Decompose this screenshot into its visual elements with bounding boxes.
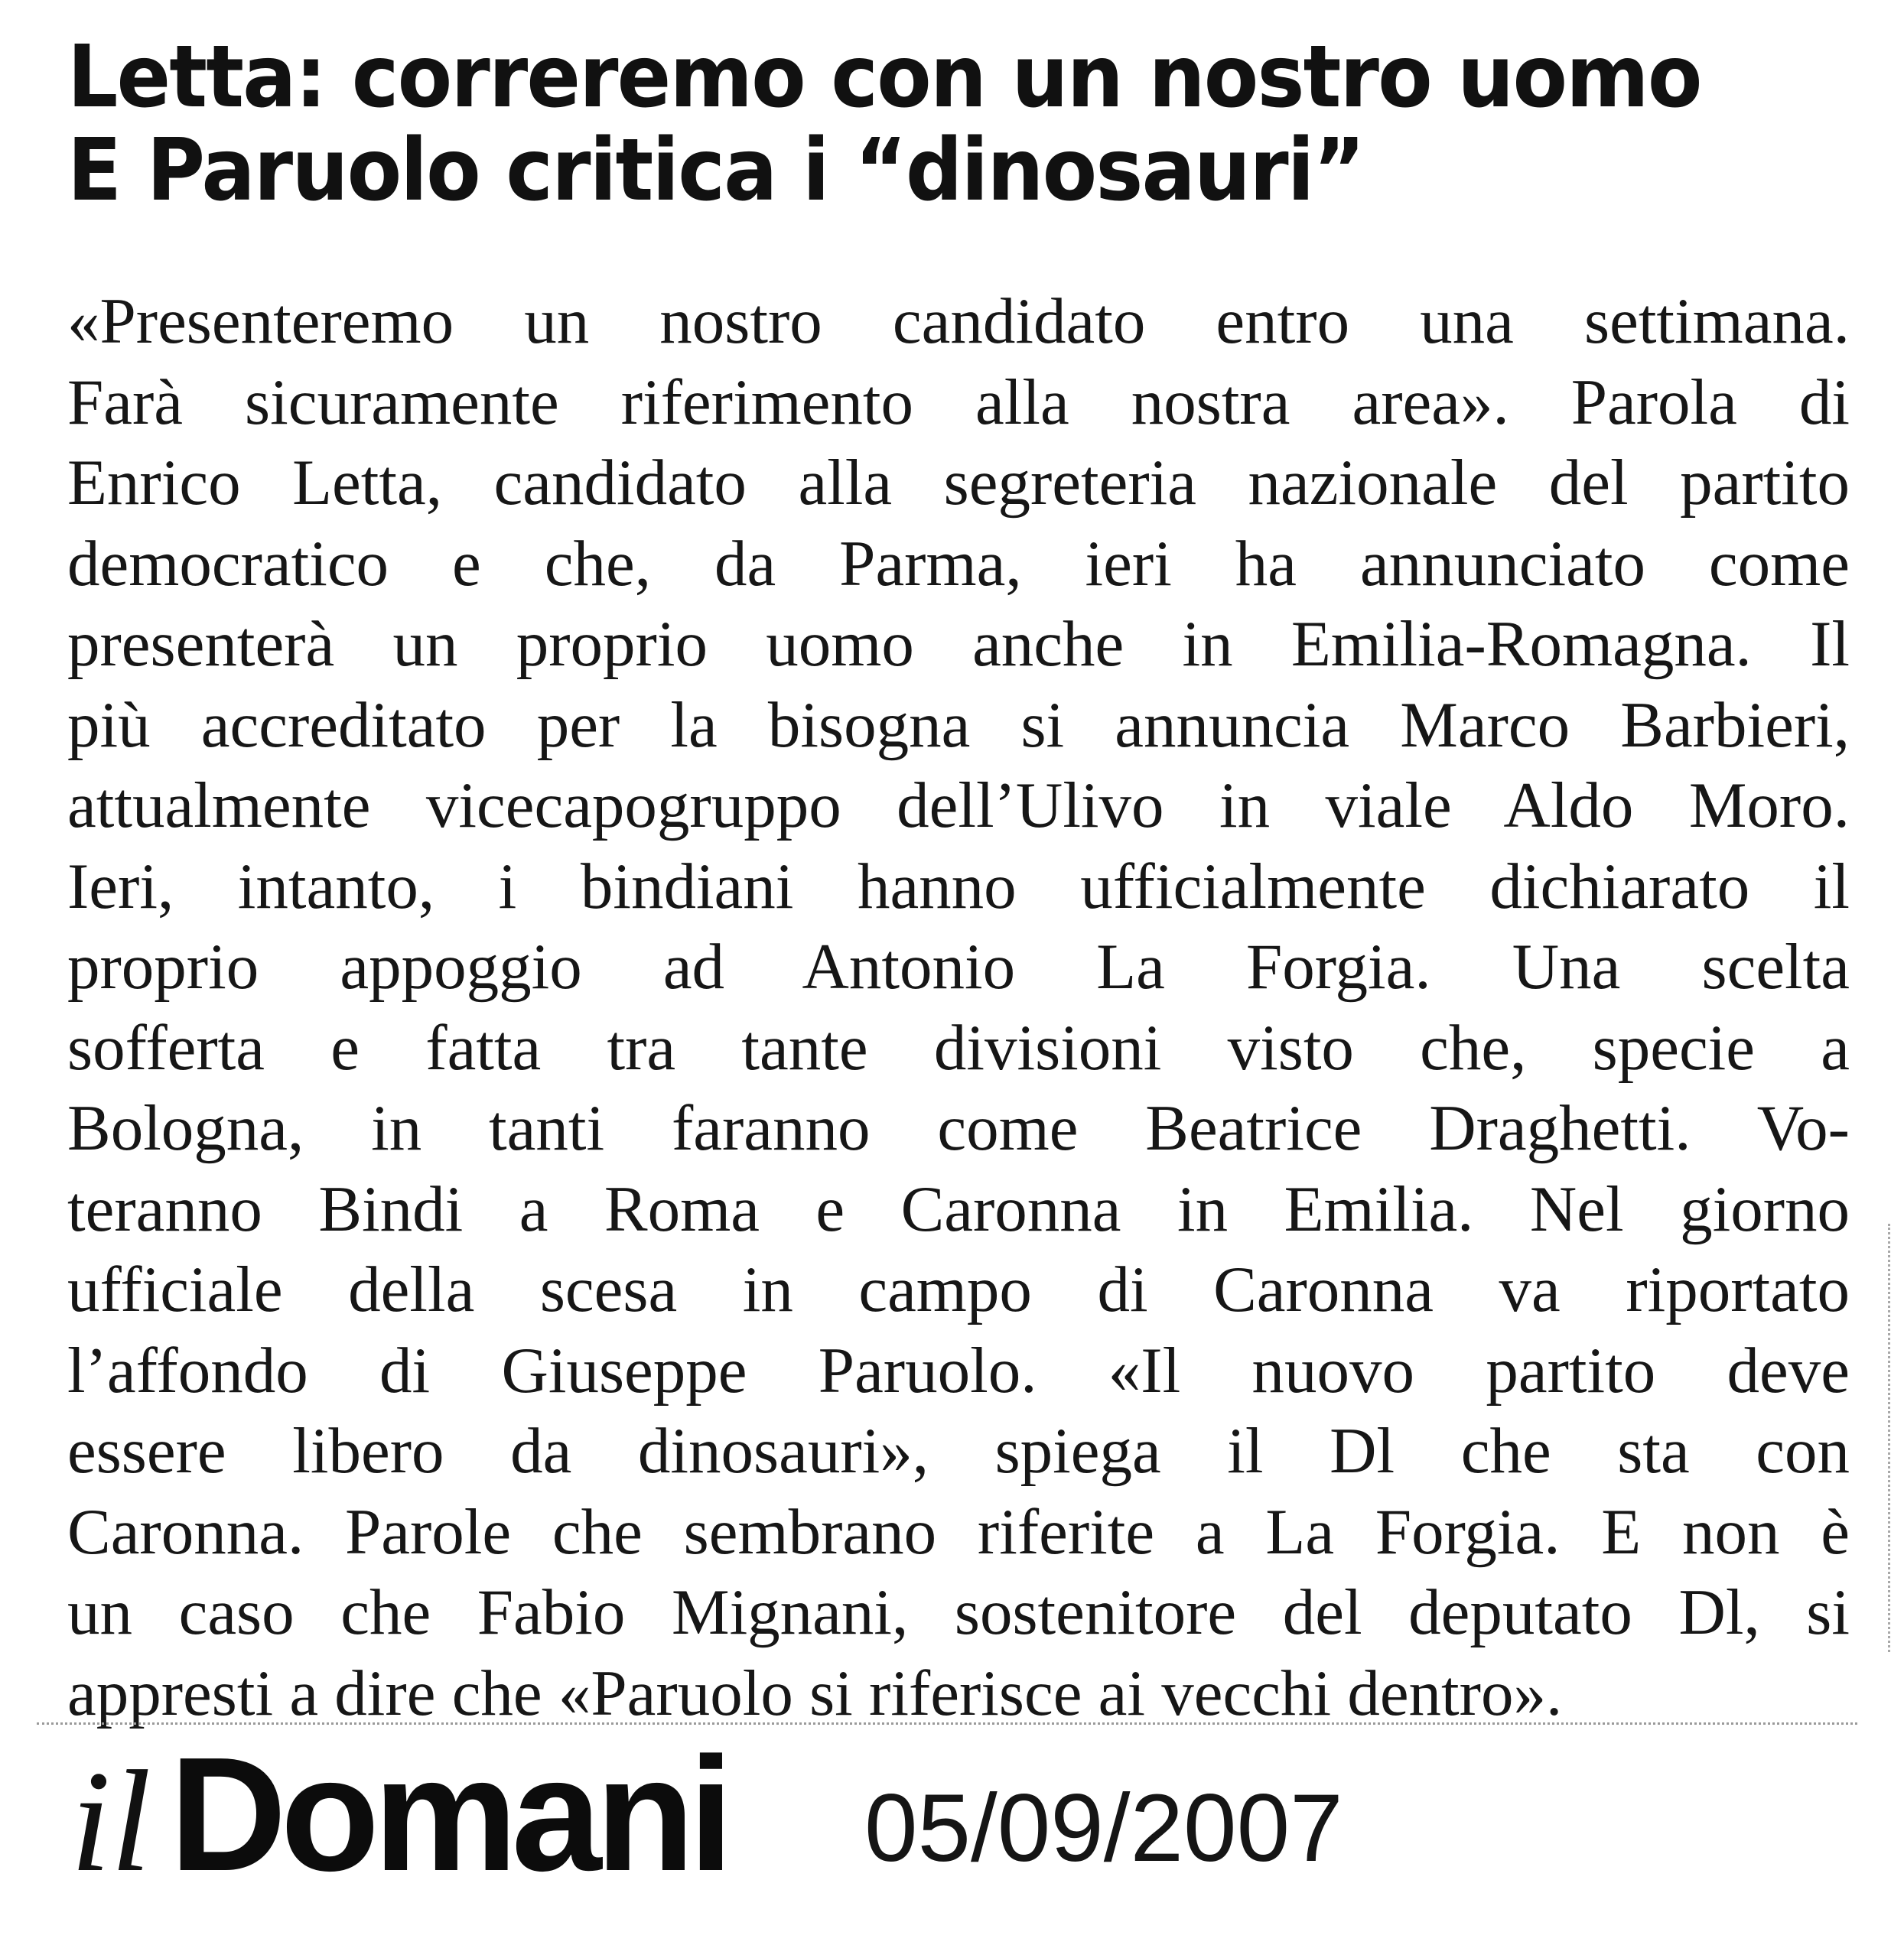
masthead-prefix: il [70, 1742, 151, 1902]
scan-edge-dots [1888, 1224, 1890, 1652]
body-line: Caronna. Parole che sembrano riferite a La Forgia. E non è [67, 1495, 1850, 1568]
publication-date: 05/09/2007 [864, 1775, 1343, 1882]
body-line: proprio appoggio ad Antonio La Forgia. Una scelta [67, 931, 1850, 1003]
body-line: Farà sicuramente riferimento alla nostra area». Parola di [67, 366, 1850, 438]
body-line: Enrico Letta, candidato alla segreteria nazionale del partito [67, 447, 1850, 519]
body-line: democratico e che, da Parma, ieri ha annunciato come [67, 527, 1850, 600]
headline-line-1: Letta: correremo con un nostro uomo [67, 28, 1701, 127]
body-line: attualmente vicecapogruppo dell’Ulivo in viale Aldo Moro. [67, 769, 1850, 841]
body-line: l’affondo di Giuseppe Paruolo. «Il nuovo partito deve [67, 1334, 1850, 1407]
body-line: più accreditato per la bisogna si annuncia Marco Barbieri, [67, 688, 1850, 761]
body-line: teranno Bindi a Roma e Caronna in Emilia. Nel giorno [67, 1173, 1850, 1245]
body-line: presenterà un proprio uomo anche in Emilia-Romagna. Il [67, 608, 1850, 680]
body-line: «Presenteremo un nostro candidato entro una settimana. [67, 285, 1850, 357]
body-line: sofferta e fatta tra tante divisioni visto che, specie a [67, 1011, 1850, 1084]
headline [67, 28, 1701, 220]
body-line: essere libero da dinosauri», spiega il Dl che sta con [67, 1415, 1850, 1487]
article-body [67, 281, 1850, 1734]
body-line: Ieri, intanto, i bindiani hanno ufficialmente dichiarato il [67, 850, 1850, 922]
newspaper-masthead [70, 1723, 727, 1914]
headline-line-2: E Paruolo critica i “dinosauri” [67, 121, 1365, 220]
body-line: ufficiale della scesa in campo di Caronna va riportato [67, 1254, 1850, 1325]
body-line: Bologna, in tanti faranno come Beatrice Draghetti. Vo- [67, 1092, 1850, 1164]
masthead-name: Domani [169, 1723, 727, 1904]
body-line: appresti a dire che «Paruolo si riferisce ai vecchi dentro». [67, 1657, 1563, 1729]
body-line: un caso che Fabio Mignani, sostenitore del deputato Dl, si [67, 1576, 1850, 1648]
